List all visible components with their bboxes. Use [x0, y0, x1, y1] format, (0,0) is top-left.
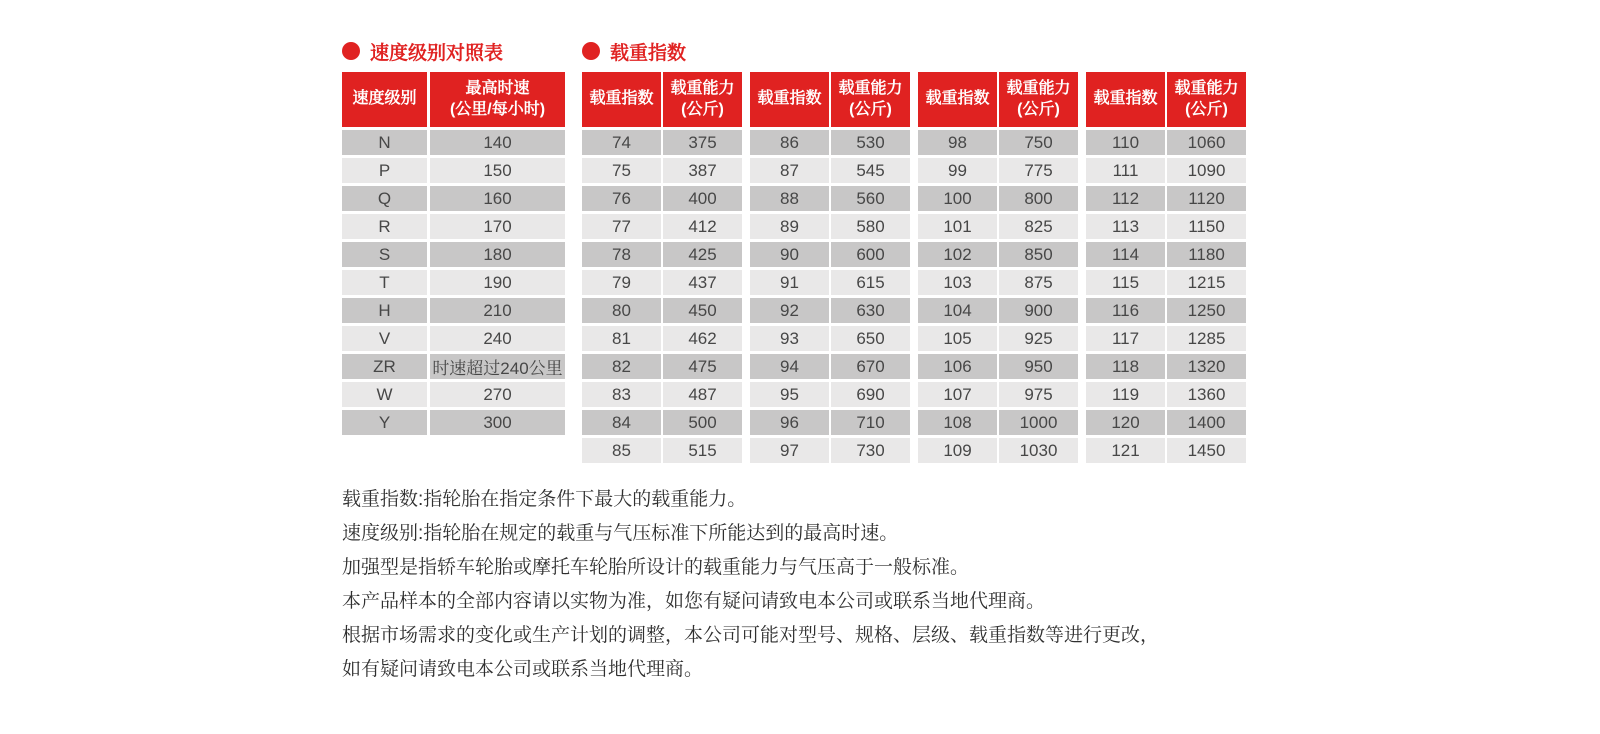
footnote-line: 加强型是指轿车轮胎或摩托车轮胎所设计的载重能力与气压高于一般标准。	[342, 557, 970, 578]
load-index-cell: 105	[918, 326, 997, 351]
speed-level-cell: ZR	[342, 354, 427, 379]
footnote-line: 如有疑问请致电本公司或联系当地代理商。	[342, 659, 704, 680]
load-index-cell: 117	[1086, 326, 1165, 351]
load-index-cell: 98	[918, 130, 997, 155]
speed-level-cell: R	[342, 214, 427, 239]
load-capacity-cell: 975	[999, 382, 1078, 407]
load-capacity-cell: 1030	[999, 438, 1078, 463]
load-capacity-cell: 750	[999, 130, 1078, 155]
load-capacity-cell: 530	[831, 130, 910, 155]
load-index-cell: 78	[582, 242, 661, 267]
speed-table-header-level: 速度级别	[342, 72, 427, 127]
speed-level-cell: N	[342, 130, 427, 155]
footnote-line: 速度级别:指轮胎在规定的载重与气压标准下所能达到的最高时速。	[342, 523, 899, 544]
load-index-cell: 83	[582, 382, 661, 407]
load-index-cell: 88	[750, 186, 829, 211]
load-capacity-cell: 580	[831, 214, 910, 239]
speed-level-cell: V	[342, 326, 427, 351]
load-index-cell: 97	[750, 438, 829, 463]
red-bullet-icon	[582, 42, 600, 60]
load-capacity-cell: 545	[831, 158, 910, 183]
load-capacity-cell: 1360	[1167, 382, 1246, 407]
load-index-cell: 99	[918, 158, 997, 183]
load-table-group	[582, 72, 742, 463]
load-capacity-cell: 500	[663, 410, 742, 435]
load-index-cell: 121	[1086, 438, 1165, 463]
load-capacity-cell: 1150	[1167, 214, 1246, 239]
load-index-cell: 75	[582, 158, 661, 183]
load-table-group	[918, 72, 1078, 463]
load-index-cell: 94	[750, 354, 829, 379]
load-index-cell: 110	[1086, 130, 1165, 155]
load-capacity-header: 载重能力 (公斤)	[831, 72, 910, 127]
speed-table-title	[342, 40, 565, 62]
load-table-group	[750, 72, 910, 463]
footnote-line: 载重指数:指轮胎在指定条件下最大的载重能力。	[342, 489, 747, 510]
load-index-cell: 111	[1086, 158, 1165, 183]
load-capacity-cell: 600	[831, 242, 910, 267]
load-capacity-cell: 615	[831, 270, 910, 295]
load-index-cell: 112	[1086, 186, 1165, 211]
load-index-cell: 120	[1086, 410, 1165, 435]
load-capacity-cell: 925	[999, 326, 1078, 351]
speed-table-title-label: 速度级别对照表	[370, 42, 504, 64]
load-index-table	[582, 72, 1246, 463]
load-capacity-cell: 1285	[1167, 326, 1246, 351]
max-speed-cell: 240	[430, 326, 565, 351]
load-table-title-label: 载重指数	[610, 42, 687, 64]
load-capacity-header: 载重能力 (公斤)	[1167, 72, 1246, 127]
load-index-cell: 114	[1086, 242, 1165, 267]
speed-level-cell: W	[342, 382, 427, 407]
load-capacity-cell: 1215	[1167, 270, 1246, 295]
load-index-cell: 119	[1086, 382, 1165, 407]
load-index-cell: 113	[1086, 214, 1165, 239]
load-capacity-cell: 412	[663, 214, 742, 239]
load-index-cell: 91	[750, 270, 829, 295]
load-index-cell: 90	[750, 242, 829, 267]
speed-level-cell: H	[342, 298, 427, 323]
load-table-title	[582, 40, 1246, 62]
load-index-cell: 74	[582, 130, 661, 155]
max-speed-cell: 170	[430, 214, 565, 239]
load-index-header: 载重指数	[750, 72, 829, 127]
load-capacity-cell: 1320	[1167, 354, 1246, 379]
load-index-cell: 106	[918, 354, 997, 379]
load-capacity-cell: 630	[831, 298, 910, 323]
load-capacity-cell: 560	[831, 186, 910, 211]
load-index-section	[582, 40, 1246, 463]
load-capacity-header: 载重能力 (公斤)	[663, 72, 742, 127]
load-capacity-cell: 1060	[1167, 130, 1246, 155]
load-capacity-cell: 475	[663, 354, 742, 379]
load-index-cell: 96	[750, 410, 829, 435]
load-index-cell: 108	[918, 410, 997, 435]
load-capacity-cell: 825	[999, 214, 1078, 239]
load-index-cell: 93	[750, 326, 829, 351]
load-capacity-cell: 1120	[1167, 186, 1246, 211]
load-capacity-cell: 462	[663, 326, 742, 351]
load-index-cell: 89	[750, 214, 829, 239]
load-capacity-cell: 875	[999, 270, 1078, 295]
load-index-header: 载重指数	[1086, 72, 1165, 127]
load-capacity-cell: 850	[999, 242, 1078, 267]
load-index-cell: 85	[582, 438, 661, 463]
load-capacity-header: 载重能力 (公斤)	[999, 72, 1078, 127]
footnote-line: 本产品样本的全部内容请以实物为准，如您有疑问请致电本公司或联系当地代理商。	[342, 591, 1046, 612]
load-capacity-cell: 375	[663, 130, 742, 155]
speed-level-cell: S	[342, 242, 427, 267]
load-capacity-cell: 1450	[1167, 438, 1246, 463]
speed-level-cell: Y	[342, 410, 427, 435]
load-index-cell: 104	[918, 298, 997, 323]
max-speed-cell: 190	[430, 270, 565, 295]
speed-level-cell: T	[342, 270, 427, 295]
load-capacity-cell: 775	[999, 158, 1078, 183]
load-index-cell: 84	[582, 410, 661, 435]
load-capacity-cell: 1250	[1167, 298, 1246, 323]
load-capacity-cell: 670	[831, 354, 910, 379]
footnotes	[342, 483, 1159, 687]
load-index-cell: 81	[582, 326, 661, 351]
tables-row	[342, 40, 1246, 463]
load-capacity-cell: 425	[663, 242, 742, 267]
load-index-cell: 101	[918, 214, 997, 239]
load-index-cell: 86	[750, 130, 829, 155]
load-index-cell: 109	[918, 438, 997, 463]
load-capacity-cell: 900	[999, 298, 1078, 323]
max-speed-cell: 270	[430, 382, 565, 407]
max-speed-cell: 210	[430, 298, 565, 323]
max-speed-cell: 时速超过240公里	[430, 354, 565, 379]
load-capacity-cell: 387	[663, 158, 742, 183]
load-index-cell: 76	[582, 186, 661, 211]
load-capacity-cell: 487	[663, 382, 742, 407]
footnote-line: 根据市场需求的变化或生产计划的调整，本公司可能对型号、规格、层级、载重指数等进行更改，	[342, 625, 1160, 646]
max-speed-cell: 180	[430, 242, 565, 267]
load-index-cell: 107	[918, 382, 997, 407]
load-capacity-cell: 515	[663, 438, 742, 463]
load-index-cell: 82	[582, 354, 661, 379]
load-index-cell: 92	[750, 298, 829, 323]
load-capacity-cell: 800	[999, 186, 1078, 211]
load-index-cell: 95	[750, 382, 829, 407]
load-index-header: 载重指数	[582, 72, 661, 127]
load-capacity-cell: 650	[831, 326, 910, 351]
load-index-cell: 77	[582, 214, 661, 239]
max-speed-cell: 150	[430, 158, 565, 183]
speed-rating-section	[342, 40, 565, 435]
load-capacity-cell: 450	[663, 298, 742, 323]
load-capacity-cell: 1000	[999, 410, 1078, 435]
load-capacity-cell: 730	[831, 438, 910, 463]
load-index-cell: 116	[1086, 298, 1165, 323]
load-index-cell: 80	[582, 298, 661, 323]
max-speed-cell: 140	[430, 130, 565, 155]
load-capacity-cell: 950	[999, 354, 1078, 379]
load-index-cell: 100	[918, 186, 997, 211]
speed-level-cell: Q	[342, 186, 427, 211]
red-bullet-icon	[342, 42, 360, 60]
load-index-cell: 118	[1086, 354, 1165, 379]
max-speed-cell: 160	[430, 186, 565, 211]
load-index-header: 载重指数	[918, 72, 997, 127]
load-index-cell: 87	[750, 158, 829, 183]
load-capacity-cell: 1090	[1167, 158, 1246, 183]
load-capacity-cell: 690	[831, 382, 910, 407]
load-capacity-cell: 1400	[1167, 410, 1246, 435]
speed-rating-table	[342, 72, 565, 435]
load-index-cell: 79	[582, 270, 661, 295]
load-index-cell: 115	[1086, 270, 1165, 295]
speed-table-header-max-speed: 最高时速 (公里/每小时)	[430, 72, 565, 127]
max-speed-cell: 300	[430, 410, 565, 435]
load-capacity-cell: 710	[831, 410, 910, 435]
load-capacity-cell: 1180	[1167, 242, 1246, 267]
load-table-group	[1086, 72, 1246, 463]
load-index-cell: 103	[918, 270, 997, 295]
load-index-cell: 102	[918, 242, 997, 267]
load-capacity-cell: 437	[663, 270, 742, 295]
load-capacity-cell: 400	[663, 186, 742, 211]
speed-level-cell: P	[342, 158, 427, 183]
